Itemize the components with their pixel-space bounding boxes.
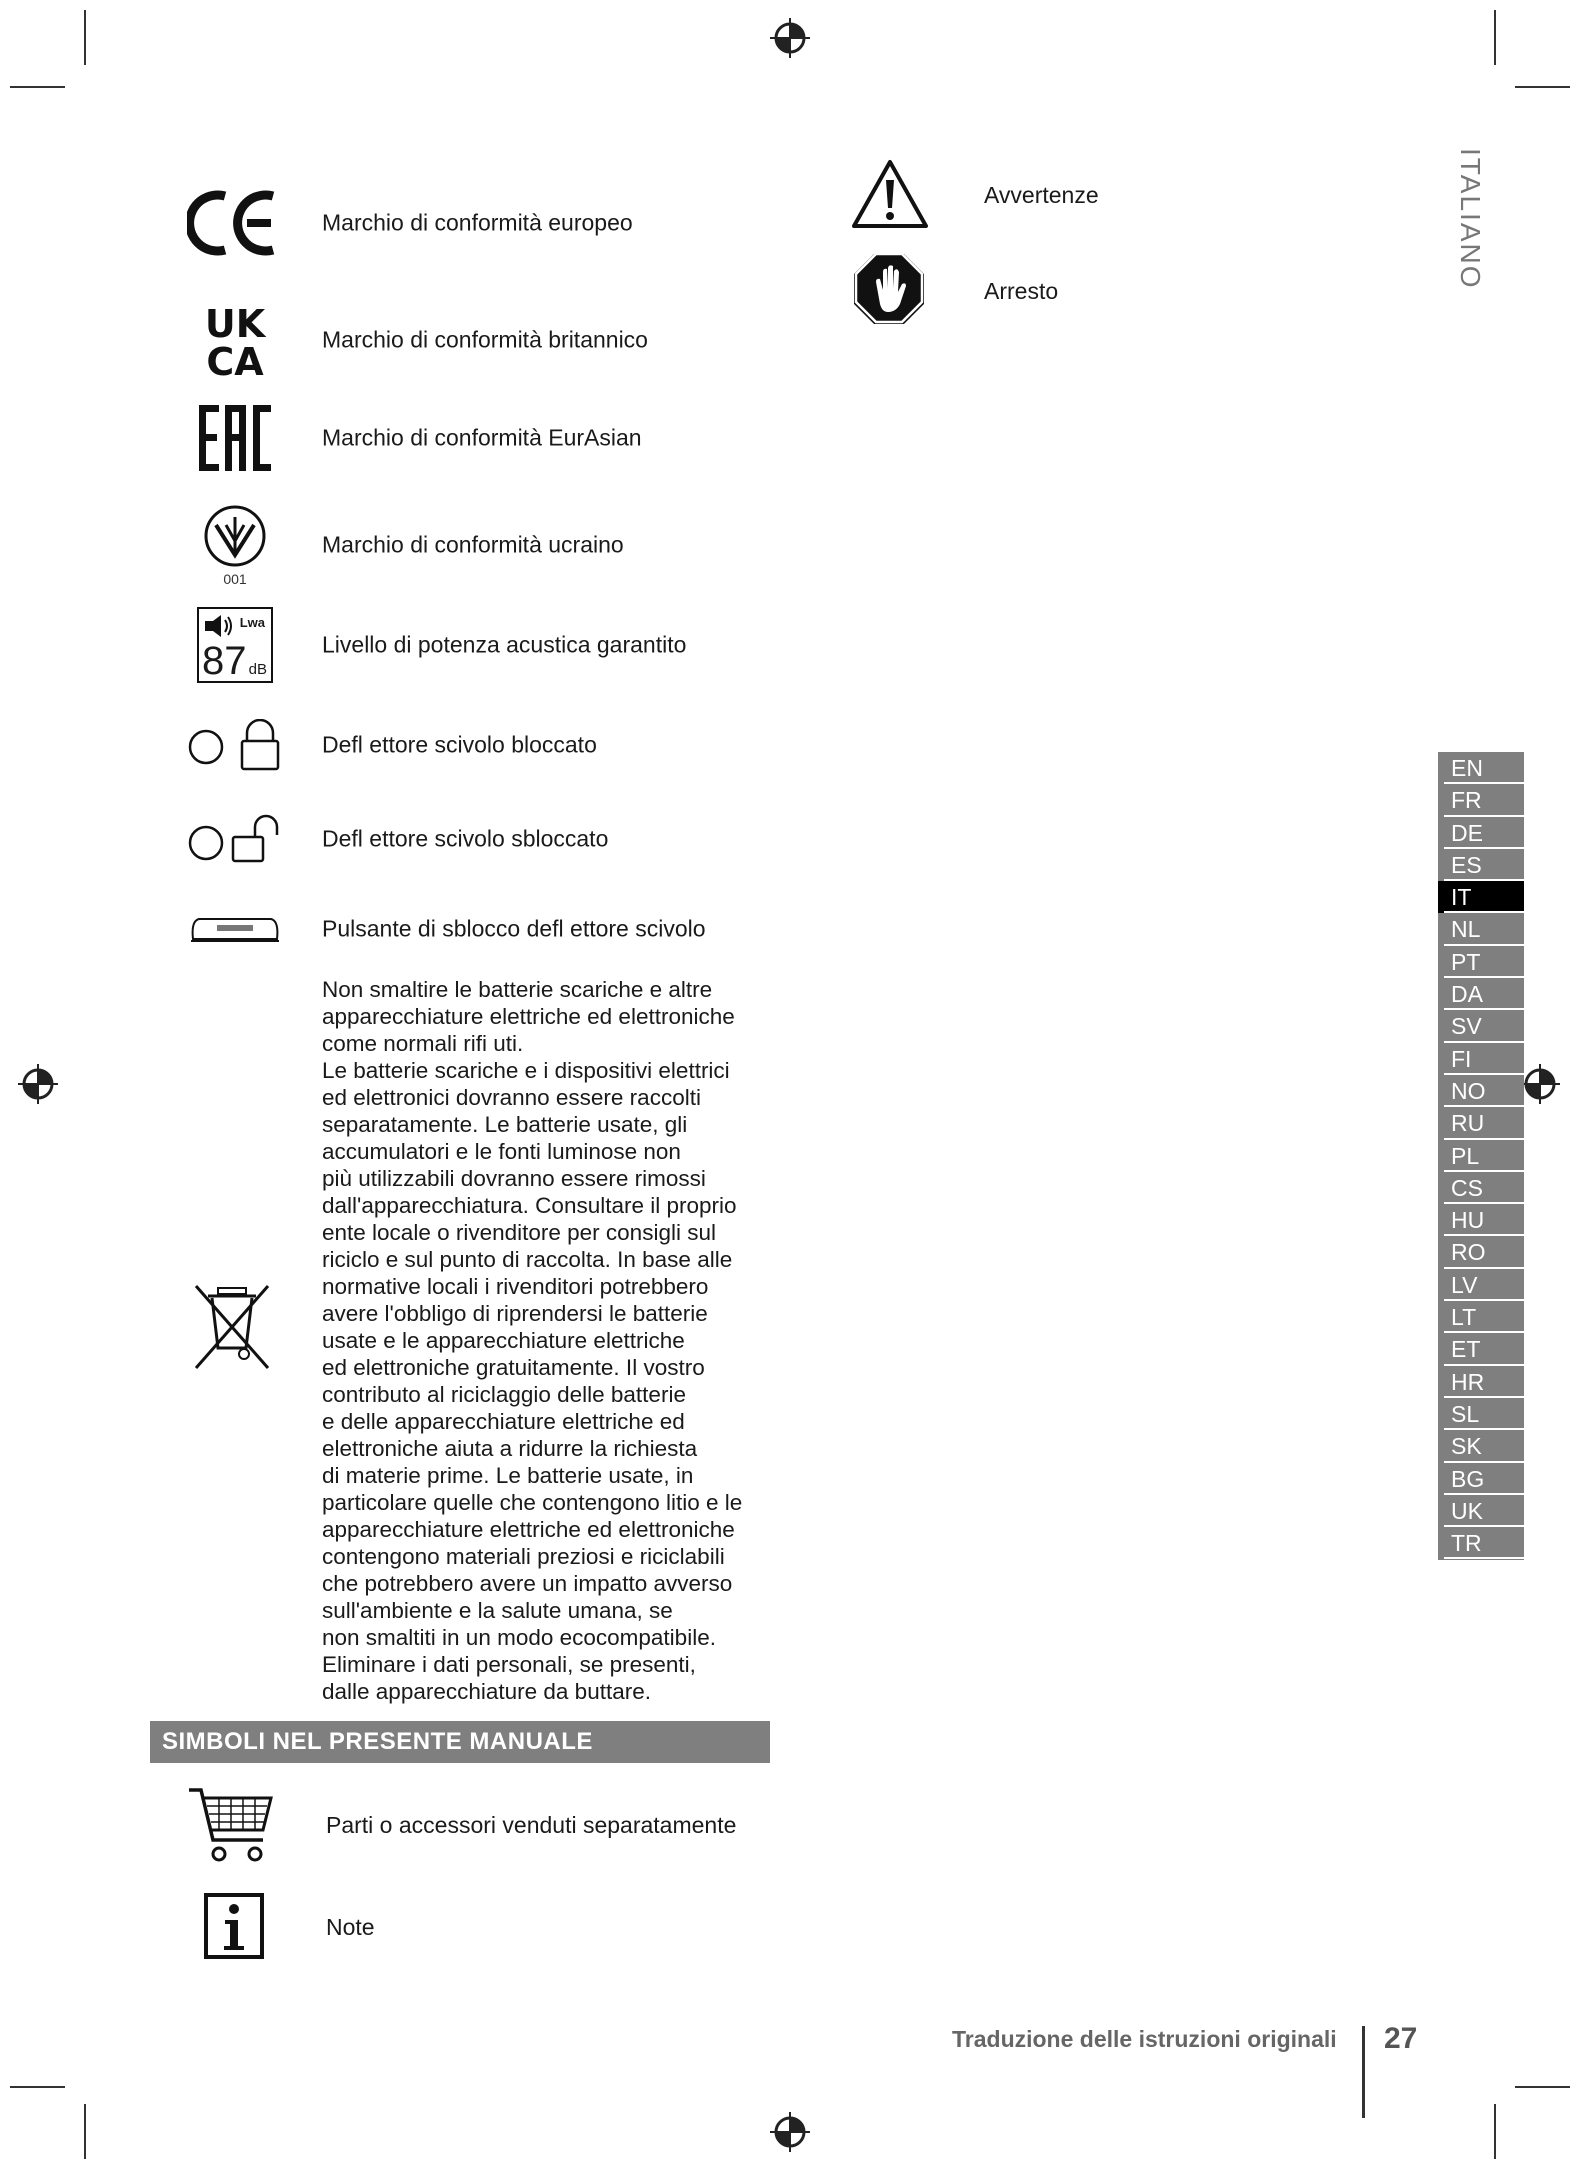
symbol-label: Marchio di conformità ucraino <box>322 531 624 558</box>
weee-text-line: contributo al riciclaggio delle batterie <box>322 1382 686 1407</box>
language-tab-hu[interactable]: HU <box>1438 1204 1524 1236</box>
ukraine-mark-code: 001 <box>223 571 247 587</box>
weee-text-line: accumulatori e le fonti luminose non <box>322 1139 681 1164</box>
symbol-label: Marchio di conformità europeo <box>322 209 633 236</box>
weee-text-line: apparecchiature elettriche ed elettroniche <box>322 1004 735 1029</box>
language-tab-da[interactable]: DA <box>1438 978 1524 1010</box>
symbol-row-accessories <box>185 1778 785 1868</box>
language-tab-no[interactable]: NO <box>1438 1075 1524 1107</box>
language-tab-hr[interactable]: HR <box>1438 1366 1524 1398</box>
registration-mark-icon <box>768 2110 812 2154</box>
registration-mark-icon <box>768 16 812 60</box>
symbol-label: Pulsante di sblocco defl ettore scivolo <box>322 915 706 942</box>
weee-text-line: contengono materiali preziosi e riciclabili <box>322 1544 725 1569</box>
symbol-label: Defl ettore scivolo sbloccato <box>322 825 609 852</box>
weee-text-line: separatamente. Le batterie usate, gli <box>322 1112 688 1137</box>
language-tab-ro[interactable]: RO <box>1438 1236 1524 1268</box>
chute-unlocked-icon <box>180 794 290 884</box>
weee-text-line: particolare quelle che contengono litio e le <box>322 1490 743 1515</box>
crop-mark <box>84 10 86 65</box>
info-icon <box>203 1892 265 1965</box>
weee-text-line: ente locale o rivenditore per consigli sul <box>322 1220 716 1245</box>
language-tab-pl[interactable]: PL <box>1438 1140 1524 1172</box>
crop-mark <box>10 86 65 88</box>
stop-hand-icon <box>852 252 926 331</box>
footer-divider <box>1362 2026 1365 2118</box>
weee-text-line: elettroniche aiuta a ridurre la richiesta <box>322 1436 698 1461</box>
language-tab-de[interactable]: DE <box>1438 817 1524 849</box>
page-number: 27 <box>1384 2022 1418 2055</box>
symbol-row-warning <box>850 158 1250 234</box>
registration-mark-icon <box>1518 1062 1562 1106</box>
language-tab-ru[interactable]: RU <box>1438 1107 1524 1139</box>
symbol-label: Note <box>326 1914 375 1940</box>
weee-text-line: sull'ambiente e la salute umana, se <box>322 1598 673 1623</box>
symbol-label: Arresto <box>984 278 1059 304</box>
symbol-row-ce <box>180 178 780 268</box>
footer-text: Traduzione delle istruzioni originali <box>952 2026 1337 2052</box>
symbol-label: Marchio di conformità britannico <box>322 326 648 353</box>
symbol-row-stop <box>850 252 1250 328</box>
symbol-label: Parti o accessori venduti separatamente <box>326 1812 737 1838</box>
language-tab-sl[interactable]: SL <box>1438 1398 1524 1430</box>
symbol-row-ukca <box>180 295 780 385</box>
language-tab-it[interactable]: IT <box>1438 881 1524 913</box>
language-tab-et[interactable]: ET <box>1438 1333 1524 1365</box>
weee-text-line: avere l'obbligo di riprendersi le batterie <box>322 1301 708 1326</box>
weee-text-line: che potrebbero avere un impatto avverso <box>322 1571 733 1596</box>
crop-mark <box>84 2104 86 2159</box>
symbol-row-eac <box>180 393 780 483</box>
weee-text-line: dall'apparecchiatura. Consultare il proprio <box>322 1193 737 1218</box>
language-tab-sv[interactable]: SV <box>1438 1010 1524 1042</box>
weee-text-line: ed elettroniche gratuitamente. Il vostro <box>322 1355 705 1380</box>
symbol-label: Livello di potenza acustica garantito <box>322 631 687 658</box>
db-value: 87 <box>202 639 247 683</box>
weee-text-line: normative locali i rivenditori potrebbero <box>322 1274 709 1299</box>
ukraine-mark-icon <box>180 495 290 595</box>
svg-text:UK: UK <box>204 302 266 346</box>
weee-text-line: di materie prime. Le batterie usate, in <box>322 1463 694 1488</box>
language-tab-nl[interactable]: NL <box>1438 913 1524 945</box>
ukca-mark-icon <box>180 295 290 385</box>
symbol-row-note <box>185 1888 785 1968</box>
weee-text-line: Eliminare i dati personali, se presenti, <box>322 1652 696 1677</box>
registration-mark-icon <box>16 1062 60 1106</box>
ce-mark-icon <box>180 178 290 268</box>
weee-text-line: ed elettronici dovranno essere raccolti <box>322 1085 701 1110</box>
eac-mark-icon <box>180 393 290 483</box>
weee-text-line: Le batterie scariche e i dispositivi elettrici <box>322 1058 730 1083</box>
shopping-cart-icon <box>185 1784 275 1871</box>
crop-mark <box>10 2086 65 2088</box>
symbol-row-chute-unlocked <box>180 794 780 884</box>
weee-text-line: dalle apparecchiature da buttare. <box>322 1679 651 1704</box>
language-tab-lv[interactable]: LV <box>1438 1269 1524 1301</box>
weee-text-line: non smaltiti in un modo ecocompatibile. <box>322 1625 716 1650</box>
symbol-row-sound-power <box>180 600 780 690</box>
svg-text:CA: CA <box>206 340 264 379</box>
language-tab-lt[interactable]: LT <box>1438 1301 1524 1333</box>
weee-text-line: come normali rifi uti. <box>322 1031 524 1056</box>
section-title-manual-symbols: SIMBOLI NEL PRESENTE MANUALE <box>150 1721 770 1763</box>
language-tab-sk[interactable]: SK <box>1438 1430 1524 1462</box>
language-tab-cs[interactable]: CS <box>1438 1172 1524 1204</box>
weee-text-line: apparecchiature elettriche ed elettroniche <box>322 1517 735 1542</box>
symbol-row-ukraine <box>180 495 780 595</box>
symbol-label: Defl ettore scivolo bloccato <box>322 731 597 758</box>
sound-power-icon <box>180 600 290 690</box>
symbol-label: Avvertenze <box>984 182 1099 208</box>
language-tab-fr[interactable]: FR <box>1438 784 1524 816</box>
weee-text-line: usate e le apparecchiature elettriche <box>322 1328 685 1353</box>
db-unit: dB <box>248 661 267 678</box>
weee-disposal-text <box>322 976 792 1705</box>
crop-mark <box>1494 2104 1496 2159</box>
symbol-label: Marchio di conformità EurAsian <box>322 424 642 451</box>
crop-mark <box>1494 10 1496 65</box>
chute-release-button-icon <box>180 884 290 974</box>
weee-bin-icon <box>190 1282 274 1372</box>
language-tab-uk[interactable]: UK <box>1438 1495 1524 1527</box>
language-tab-list <box>1438 752 1524 1559</box>
language-tab-fi[interactable]: FI <box>1438 1043 1524 1075</box>
language-tab-pt[interactable]: PT <box>1438 946 1524 978</box>
symbol-row-chute-release <box>180 884 780 974</box>
language-tab-en[interactable]: EN <box>1438 752 1524 784</box>
language-tab-tr[interactable]: TR <box>1438 1527 1524 1559</box>
weee-text-line: riciclo e sul punto di raccolta. In base alle <box>322 1247 733 1272</box>
language-tab-es[interactable]: ES <box>1438 849 1524 881</box>
language-label: ITALIANO <box>1455 148 1486 290</box>
weee-text-line: più utilizzabili dovranno essere rimossi <box>322 1166 706 1191</box>
crop-mark <box>1515 86 1570 88</box>
lwa-label: Lwa <box>239 615 265 630</box>
weee-text-line: Non smaltire le batterie scariche e altre <box>322 977 713 1002</box>
warning-triangle-icon <box>850 158 930 235</box>
weee-text-line: e delle apparecchiature elettriche ed <box>322 1409 685 1434</box>
chute-locked-icon <box>180 700 290 790</box>
crop-mark <box>1515 2086 1570 2088</box>
language-tab-bg[interactable]: BG <box>1438 1463 1524 1495</box>
symbol-row-chute-locked <box>180 700 780 790</box>
